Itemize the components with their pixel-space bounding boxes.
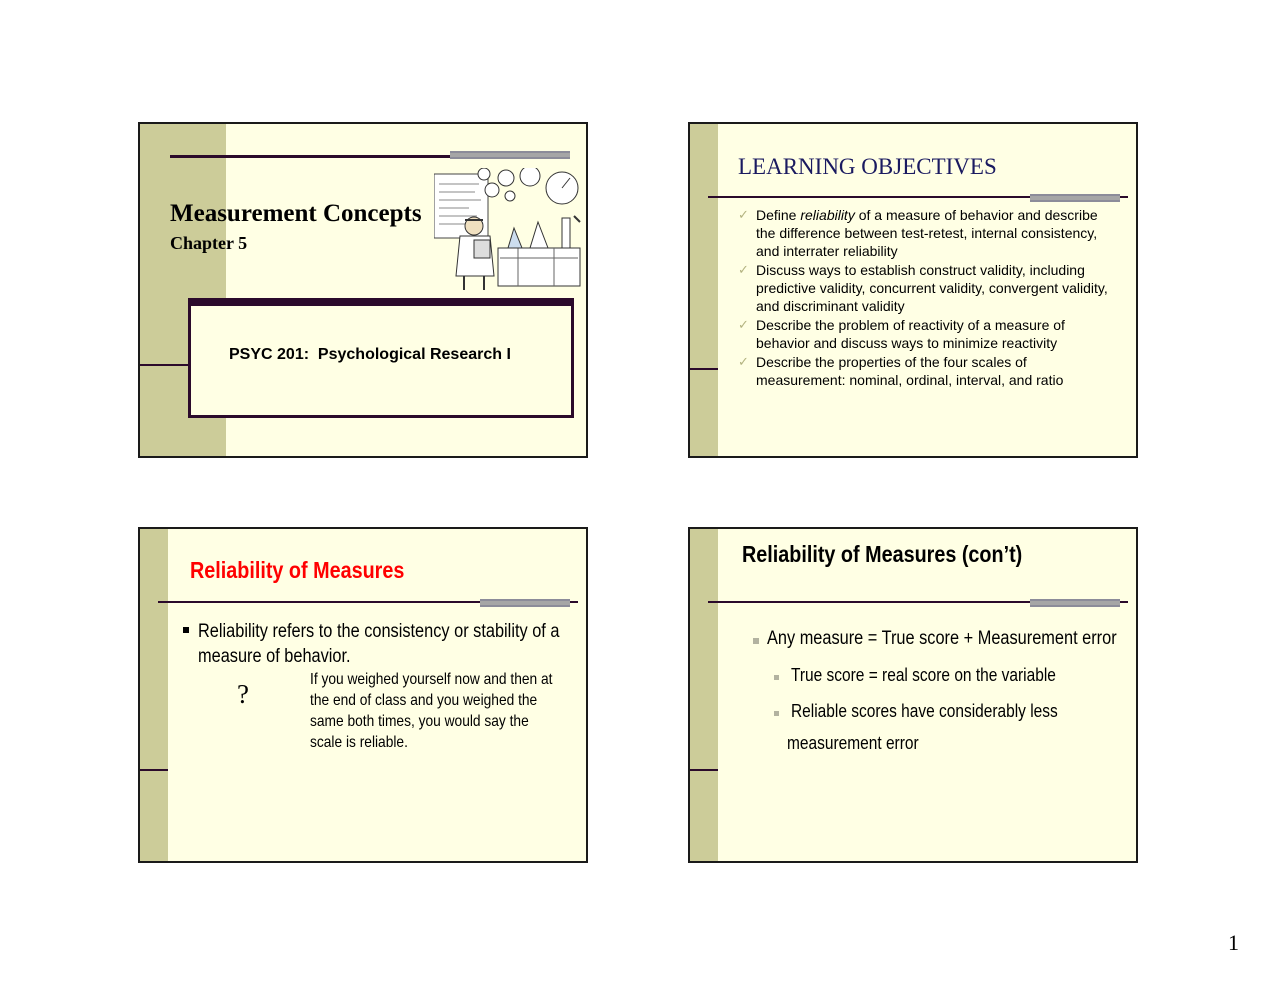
slide-title-text: Reliability of Measures: [190, 557, 405, 583]
slide-title: [138, 122, 588, 458]
list-item: ✓ Define reliability of a measure of behavior and describe the difference between test-retest, internal consistency, and interrater reliability: [738, 207, 1098, 259]
slide-reliability: [138, 527, 588, 863]
sidebar-rule: [690, 769, 718, 771]
list-item: ✓ Describe the problem of reactivity of a measure of behavior and discuss ways to minimize reactivity: [738, 317, 1065, 351]
slide-title-text: Reliability of Measures (con’t): [742, 541, 1023, 567]
sub-bullet-text-cont: measurement error: [787, 733, 919, 753]
check-icon: ✓: [738, 354, 749, 369]
bullet-text: Reliability refers to the consistency or stability of a measure of behavior.: [198, 621, 560, 667]
slide-reliability-cont: [688, 527, 1138, 863]
slide-sidebar: [690, 529, 718, 861]
accent-bar: [1030, 599, 1120, 607]
sidebar-rule: [140, 364, 188, 366]
bullet-icon: [183, 627, 189, 633]
check-icon: ✓: [738, 207, 749, 222]
sidebar-rule: [690, 368, 718, 370]
scientist-cartoon-icon: [434, 168, 582, 292]
title-rule: [170, 155, 480, 158]
sub-bullet-text: Reliable scores have considerably less: [791, 701, 1058, 721]
check-icon: ✓: [738, 317, 749, 332]
accent-bar: [480, 599, 570, 607]
slide-sidebar: [140, 529, 168, 861]
sub-bullet-icon: [774, 711, 779, 716]
bullet-icon: [753, 638, 759, 644]
sidebar-rule: [140, 769, 168, 771]
main-bullet-text: Any measure = True score + Measurement error: [767, 628, 1117, 649]
sub-bullet-icon: [774, 675, 779, 680]
slide-subtitle: Chapter 5: [170, 233, 248, 253]
slide-title-text: LEARNING OBJECTIVES: [738, 154, 997, 179]
example-text: If you weighed yourself now and then at the end of class and you weighed the same both times, you would say the scale is reliable.: [310, 671, 553, 751]
page-number: 1: [1228, 930, 1239, 955]
accent-bar: [450, 151, 570, 159]
slide-title-text: Measurement Concepts: [170, 200, 422, 227]
question-mark: ?: [237, 679, 249, 709]
sub-bullet-text: True score = real score on the variable: [791, 665, 1056, 685]
check-icon: ✓: [738, 262, 749, 277]
objectives-list: [738, 206, 1118, 390]
slide-sidebar: [690, 124, 718, 456]
accent-bar: [1030, 194, 1120, 202]
list-item: ✓ Discuss ways to establish construct validity, including predictive validity, concurrent validity, convergent validity, and discriminant validity: [738, 262, 1108, 314]
course-label: PSYC 201: Psychological Research I: [229, 346, 511, 363]
list-item: ✓ Describe the properties of the four scales of measurement: nominal, ordinal, interval, and ratio: [738, 354, 1064, 388]
slide-learning-objectives: [688, 122, 1138, 458]
